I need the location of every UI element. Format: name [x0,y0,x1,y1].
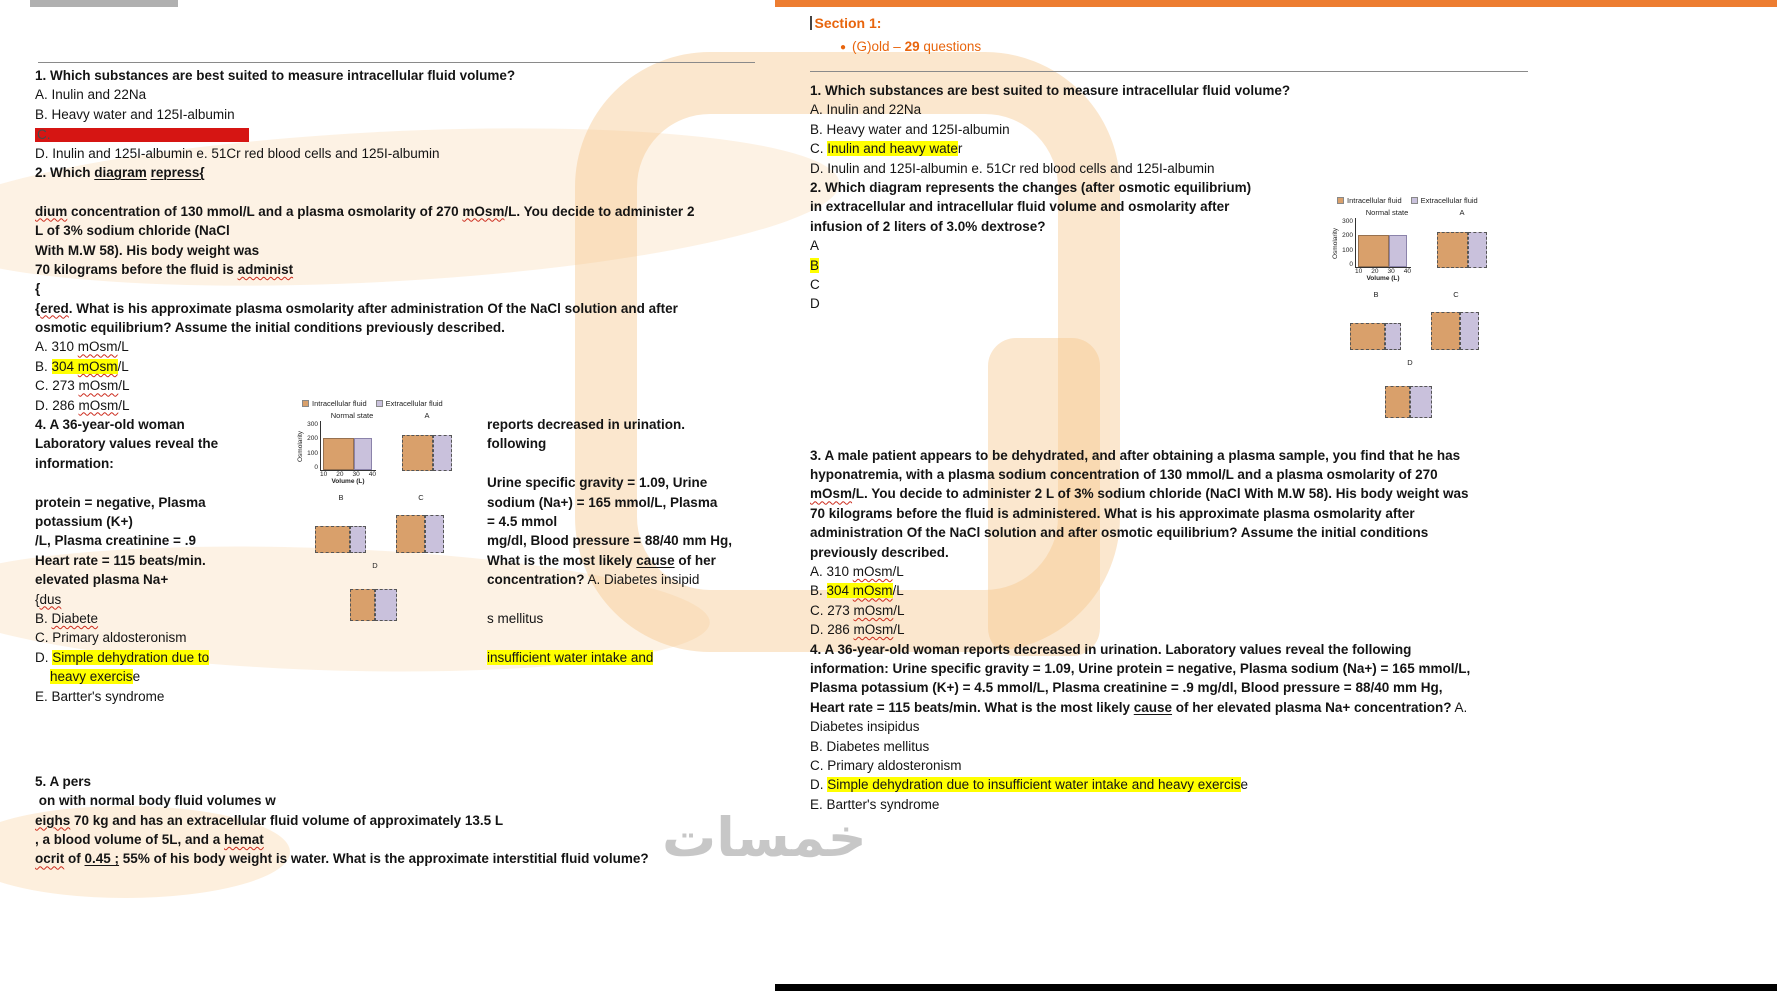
tick: 0 [314,464,318,472]
blank-line [487,628,758,647]
option-line: D. 286 mOsm/L [810,622,905,638]
section-bullet-text: (G)old – 29 questions [852,39,982,54]
diagram-panel-b [1343,290,1409,350]
extracellular-bar [1460,312,1479,350]
question-5-text: on with normal body fluid volumes w [35,793,276,809]
intracellular-fluid-swatch [1337,197,1344,204]
divider-line [38,62,755,63]
wrap-text-right-column [487,415,758,706]
extracellular-bar [1410,386,1432,418]
tick: 10 [1355,268,1363,275]
extracellular-bar [375,589,397,621]
fluid-compartments-figure [1331,196,1521,418]
blank-line [487,454,758,473]
question-4-text: protein = negative, Plasma [35,494,206,510]
panel-a-plot [1434,218,1490,268]
option-line: D. Inulin and 125I-albumin e. 51Cr red blood cells and 125I-albumin [810,160,1215,176]
question-4-text: Plasma potassium (K+) = 4.5 mmol/L, Plasma creatinine = .9 mg/dl, Blood pressure = 88/40 mm Hg, [810,680,1443,696]
question-4-text: information: Urine specific gravity = 1.09, Urine protein = negative, Plasma sodium (Na+) = 165 mmol/L, [810,660,1471,676]
option-line-highlighted: B. 304 mOsm/L [810,583,904,599]
question-4-text: following [487,436,547,452]
question-4-text: 4. A 36-year-old woman [35,417,185,433]
question-4-text: Heart rate = 115 beats/min. What is the most likely cause of her elevated plasma Na+ concentration? A. [810,699,1468,715]
panel-c-plot [393,503,449,553]
question-4-text: Heart rate = 115 beats/min. [35,552,206,568]
extracellular-bar [350,526,366,553]
tick: 0 [1349,260,1353,268]
question-3-text: 70 kilograms before the fluid is administ [35,261,294,277]
option-line: D [810,296,820,312]
wrap-text-left-column [35,415,290,706]
intracellular-bar [396,515,425,553]
tick: 100 [307,449,318,457]
question-2-title: 2. Which diagram repress{ [35,164,205,180]
figure-row-2 [296,493,486,553]
intracellular-bar [315,526,350,553]
x-axis-ticks [1355,268,1411,275]
option-line: A. Inulin and 22Na [35,87,147,103]
blank-line [35,473,290,492]
intracellular-bar [1437,232,1468,268]
redaction-bar: C. [35,128,249,142]
left-page [0,0,768,991]
tick: 300 [307,421,318,429]
option-line-highlighted: D. Simple dehydration due to insufficient water intake and heavy exercise [810,777,1249,793]
axes [296,421,384,471]
tick: 300 [1342,218,1353,225]
question-2-text: in extracellular and intracellular fluid volume and osmolarity after [810,199,1230,215]
question-3-block [810,446,1762,640]
intracellular-bar [402,435,433,471]
figure-legend [296,399,486,408]
question-2-text: infusion of 2 liters of 3.0% dextrose? [810,218,1046,234]
option-line-highlighted: B. 304 mOsm/L [35,358,129,374]
question-5-text: 5. A pers [35,773,92,789]
tick: 200 [307,435,318,443]
question-3-text: previously described. [810,544,949,560]
extracellular-fluid-swatch [376,400,383,407]
diagram-panel-c [388,493,454,553]
option-line: A. 310 mOsm/L [35,339,129,355]
top-accent-bar [775,0,1777,7]
x-axis-label: Volume (L) [331,478,365,486]
option-line: A. 310 mOsm/L [810,564,904,580]
question-4-text: = 4.5 mmol [487,513,558,529]
question-3-text: hyponatremia, with a plasma sodium concentration of 130 mmol/L and a plasma osmolarity of 270 [810,467,1438,483]
option-line: {dus [35,591,62,607]
x-axis-label: Volume (L) [1366,275,1400,282]
option-line: C. Primary aldosteronism [810,757,962,773]
option-line: A. Inulin and 22Na [810,102,922,118]
question-1-title: 1. Which substances are best suited to measure intracellular fluid volume? [810,83,1291,98]
question-4-text: information: [35,455,114,471]
intracellular-bar [1350,323,1385,350]
question-4-text: mg/dl, Blood pressure = 88/40 mm Hg, [487,533,732,549]
question-3-text: 70 kilograms before the fluid is administered. What is his approximate plasma osmolarity after [810,505,1415,521]
option-line: E. Bartter's syndrome [35,688,165,704]
extracellular-bar [425,515,444,553]
option-line-highlighted: B [810,257,820,273]
option-line: D. 286 mOsm/L [35,397,130,413]
question-5-block [35,772,758,869]
question-5-text: eighs 70 kg and has an extracellular fluid volume of approximately 13.5 L [35,812,504,828]
panel-c-plot [1428,300,1484,350]
option-line: C. 273 mOsm/L [810,602,905,618]
option-line: B. Heavy water and 125I-albumin [35,106,235,122]
diagram-panel-normal [1331,208,1419,282]
panel-title: D [1407,358,1413,367]
panel-d-plot [1382,368,1438,418]
legend-extracellular-label: Extracellular fluid [385,399,443,409]
extracellular-bar [1385,323,1401,350]
panel-b-plot [1348,300,1404,350]
option-line-highlighted: C. Inulin and heavy water [810,141,963,157]
tick: 20 [1371,268,1379,275]
diagram-panel-d [1377,358,1443,418]
question-4-text: What is the most likely cause of her [487,552,716,568]
question-3-text: { [35,281,41,297]
panel-title: C [418,493,424,503]
question-1-title: 1. Which substances are best suited to measure intracellular fluid volume? [35,68,516,83]
option-line: A [810,238,820,254]
figure-legend [1331,196,1521,205]
option-line: C. 273 mOsm/L [35,378,130,394]
question-3-text: With M.W 58). His body weight was [35,242,260,258]
figure-row-1 [1331,208,1521,282]
question-4-text: /L, Plasma creatinine = .9 [35,533,196,549]
question-4-text: 4. A 36-year-old woman reports decreased in urination. Laboratory values reveal the following [810,641,1412,657]
option-line-highlighted: heavy exercise [50,669,141,685]
question-4-text: reports decreased in urination. [487,417,686,433]
question-4-text: potassium (K+) [35,513,133,529]
option-line: s mellitus [487,610,544,626]
tick: 200 [1342,232,1353,240]
question-3-text: 3. A male patient appears to be dehydrated, and after obtaining a plasma sample, you find that he has [810,447,1461,463]
y-axis-label: Osmolarity [297,430,304,462]
question-2-text: 2. Which diagram represents the changes (after osmotic equilibrium) [810,179,1252,195]
fluid-compartments-figure [296,399,486,621]
section-title: Section 1: [814,15,882,31]
question-4-text: concentration? A. Diabetes insipid [487,572,700,588]
option-line: B. Heavy water and 125I-albumin [810,121,1010,137]
figure-column [290,399,487,706]
panel-title: B [338,493,344,503]
x-axis-ticks [320,471,376,478]
panel-title: Normal state [330,411,374,421]
right-page-text [810,14,1762,814]
panel-b-plot [313,503,369,553]
question-5-text: ocrit of 0.45 ; 55% of his body weight is water. What is the approximate interstitial fluid volume? [35,851,649,867]
diagram-panel-a [394,411,460,485]
tick: 30 [352,471,360,479]
intracellular-bar [1385,386,1410,418]
tick: 100 [1342,246,1353,254]
question-4-text: elevated plasma Na+ [35,572,169,588]
option-line: C [810,276,820,292]
option-line: C. Primary aldosteronism [35,630,187,646]
blank-line [487,590,758,609]
blank-line [35,182,758,201]
question-3-text: dium concentration of 130 mmol/L and a plasma osmolarity of 270 mOsm/L. You decide to administer 2 [35,203,695,219]
question-3-text: osmotic equilibrium? Assume the initial conditions previously described. [35,320,505,336]
intracellular-bar [350,589,375,621]
normal-state-plot [1355,218,1411,268]
legend-extracellular-label: Extracellular fluid [1420,196,1478,205]
bullet-icon: ● [840,42,847,53]
panel-title: A [424,411,430,421]
question-4-block [810,640,1762,815]
diagram-panel-a [1429,208,1495,282]
intracellular-bar [1431,312,1460,350]
panel-title: D [372,561,378,571]
y-axis-label: Osmolarity [1332,227,1339,259]
question-3-text: mOsm/L. You decide to administer 2 L of 3% sodium chloride (NaCl With M.W 58). His body weight was [810,486,1469,502]
question-5-text: , a blood volume of 5L, and a hemat [35,832,264,848]
extracellular-bar [1389,235,1407,267]
legend-intracellular-label: Intracellular fluid [1347,196,1402,205]
figure-row-3 [296,561,486,621]
diagram-panel-b [308,493,374,553]
question-4-text: Urine specific gravity = 1.09, Urine [487,475,708,491]
intracellular-fluid-swatch [302,400,309,407]
panel-title: C [1453,290,1459,299]
question-3-text: administration Of the NaCl solution and after osmotic equilibrium? Assume the initial conditions [810,525,1429,541]
diagram-panel-c [1423,290,1489,350]
extracellular-fluid-swatch [1411,197,1418,204]
tick: 20 [336,471,344,479]
figure-row-3 [1331,358,1521,418]
bottom-black-bar [775,984,1777,991]
y-axis-ticks [1340,218,1355,268]
left-page-text [35,66,758,869]
panel-title: Normal state [1365,208,1409,217]
legend-intracellular-label: Intracellular fluid [312,399,367,409]
question-4-text: Laboratory values reveal the [35,436,219,452]
section-header [810,14,1762,32]
figure-row-2 [1331,290,1521,350]
divider-line [810,71,1528,72]
diagram-panel-normal [296,411,384,485]
panel-a-plot [399,421,455,471]
question-3-text: {ered. What is his approximate plasma osmolarity after administration Of the NaCl solution and after [35,300,678,316]
toolbar-fragment-bar [30,0,178,7]
extracellular-bar [433,435,452,471]
diagram-panel-d [342,561,408,621]
axes [1331,218,1419,268]
option-line-highlighted: D. Simple dehydration due to [35,649,210,665]
section-bullet-line [810,36,1762,58]
question-3-text: L of 3% sodium chloride (NaCl [35,223,230,239]
tick: 40 [368,471,376,479]
panel-d-plot [347,571,403,621]
tick: 40 [1403,268,1411,275]
normal-state-plot [320,421,376,471]
extracellular-bar [354,438,372,470]
panel-title: B [1373,290,1379,299]
option-line: B. Diabete [35,610,99,626]
khamsat-watermark-text: خمسات [662,806,867,869]
intracellular-bar [323,438,354,470]
option-line-highlighted: insufficient water intake and [487,649,654,665]
option-line: E. Bartter's syndrome [810,796,940,812]
extracellular-bar [1468,232,1487,268]
right-page [775,0,1777,991]
figure-row-1 [296,411,486,485]
panel-title: A [1459,208,1465,217]
intracellular-bar [1358,235,1389,267]
tick: 10 [320,471,328,479]
tick: 30 [1387,268,1395,275]
option-line: Diabetes insipidus [810,719,920,735]
option-line: D. Inulin and 125I-albumin e. 51Cr red blood cells and 125I-albumin [35,145,440,161]
option-line-redacted [35,124,758,143]
option-line: B. Diabetes mellitus [810,738,930,754]
text-cursor [810,16,812,30]
question-4-text: sodium (Na+) = 165 mmol/L, Plasma [487,494,718,510]
y-axis-ticks [305,421,320,471]
